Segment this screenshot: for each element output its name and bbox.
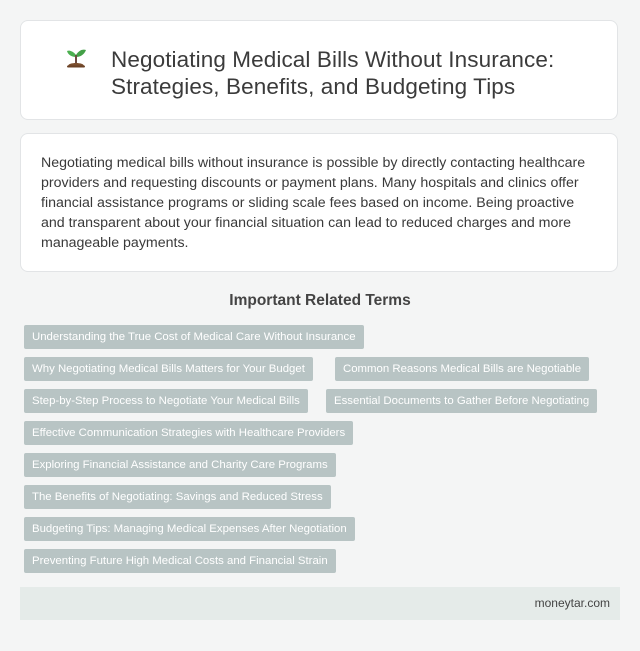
summary-card [20, 133, 618, 272]
related-tag[interactable]: Essential Documents to Gather Before Negotiating [326, 389, 597, 413]
footer [20, 587, 620, 620]
related-tag[interactable]: Effective Communication Strategies with Healthcare Providers [24, 421, 353, 445]
related-tag[interactable]: Budgeting Tips: Managing Medical Expenses After Negotiation [24, 517, 355, 541]
page-title: Negotiating Medical Bills Without Insurance: Strategies, Benefits, and Budgeting Tips [111, 47, 555, 99]
seedling-icon [63, 46, 89, 72]
related-tag[interactable]: Why Negotiating Medical Bills Matters for Your Budget [24, 357, 313, 381]
related-tag[interactable]: Step-by-Step Process to Negotiate Your Medical Bills [24, 389, 308, 413]
header-card [20, 20, 618, 120]
related-terms-heading: Important Related Terms [229, 292, 411, 309]
related-tag[interactable]: The Benefits of Negotiating: Savings and Reduced Stress [24, 485, 331, 509]
related-tag[interactable]: Common Reasons Medical Bills are Negotiable [335, 357, 589, 381]
footer-site-link[interactable]: moneytar.com [534, 596, 610, 610]
related-tag[interactable]: Exploring Financial Assistance and Charity Care Programs [24, 453, 336, 477]
related-tag[interactable]: Preventing Future High Medical Costs and Financial Strain [24, 549, 336, 573]
summary-text: Negotiating medical bills without insurance is possible by directly contacting healthcare providers and requesting discounts or payment plans. Many hospitals and clinics offer financial assistance programs or sliding scale fees based on income. Being proactive and transparent about your financial situation can lead to reduced charges and more manageable payments. [41, 155, 586, 251]
related-tag[interactable]: Understanding the True Cost of Medical Care Without Insurance [24, 325, 364, 349]
